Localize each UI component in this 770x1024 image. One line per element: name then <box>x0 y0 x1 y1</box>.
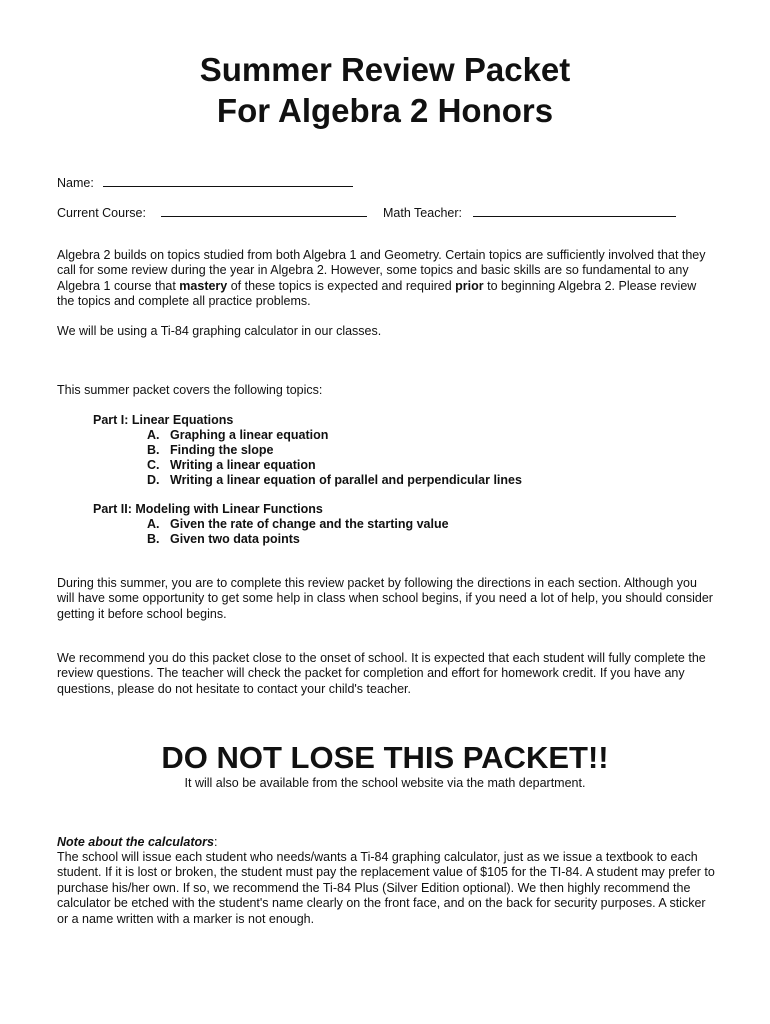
calculator-note-title: Note about the calculators <box>57 835 214 849</box>
mastery-emphasis: mastery <box>179 278 228 293</box>
item-text: Given the rate of change and the starting value <box>170 517 449 531</box>
calculator-note-heading <box>57 835 217 850</box>
part-1-item-d <box>147 473 522 488</box>
calculator-note-colon: : <box>213 835 218 849</box>
warning-subline: It will also be available from the school website via the math department. <box>184 776 586 790</box>
name-field <box>57 175 353 191</box>
intro-paragraph <box>57 248 717 310</box>
item-letter: D. <box>147 473 160 487</box>
intro-text-3: to beginning Algebra 2. Please review the topics and complete all practice problems. <box>57 278 697 309</box>
title-line-1: Summer Review Packet <box>199 51 571 88</box>
item-text: Given two data points <box>170 532 300 546</box>
item-letter: A. <box>147 428 160 442</box>
recommendation-paragraph: We recommend you do this packet close to the onset of school. It is expected that each student will fully complete the review questions. The teacher will check the packet for completion and effort for homework credit. If you have any questions, please do not hesitate to contact your child's teacher. <box>57 651 706 696</box>
teacher-label: Math Teacher: <box>383 206 462 220</box>
item-letter: B. <box>147 443 160 457</box>
part-1-item-a <box>147 428 328 443</box>
intro-text-2: of these topics is expected and required <box>227 278 456 293</box>
course-field <box>57 205 367 221</box>
item-letter: B. <box>147 532 160 546</box>
course-label: Current Course: <box>57 206 146 220</box>
part-1-item-c <box>147 458 316 473</box>
part-1-item-b <box>147 443 273 458</box>
prior-emphasis: prior <box>455 278 484 293</box>
part-1-heading: Part I: Linear Equations <box>93 413 234 427</box>
course-blank <box>161 205 367 217</box>
teacher-blank <box>473 205 676 217</box>
summer-instructions-paragraph: During this summer, you are to complete this review packet by following the directions in each section. Although you will have some opportunity to get some help in class when school begins, if you need a lot of help, you should consider getting it before school begins. <box>57 576 713 621</box>
item-text: Finding the slope <box>170 443 274 457</box>
item-letter: A. <box>147 517 160 531</box>
intro-text-1: Algebra 2 builds on topics studied from both Algebra 1 and Geometry. Certain topics are sufficiently involved that they call for some review during the year in Algebra 2. However, some topics and basic skills are so fundamental to any Algebra 1 course that <box>57 248 706 293</box>
item-text: Writing a linear equation <box>170 458 316 472</box>
part-2-item-b <box>147 532 300 547</box>
part-2-heading: Part II: Modeling with Linear Functions <box>93 502 323 516</box>
name-label: Name: <box>57 176 94 190</box>
topics-intro-paragraph: This summer packet covers the following topics: <box>57 383 323 397</box>
item-text: Writing a linear equation of parallel and perpendicular lines <box>170 473 522 487</box>
item-letter: C. <box>147 458 160 472</box>
title-line-2: For Algebra 2 Honors <box>216 92 554 129</box>
part-2-item-a <box>147 517 449 532</box>
warning-headline: DO NOT LOSE THIS PACKET!! <box>161 740 609 775</box>
calculator-note-paragraph: The school will issue each student who needs/wants a Ti-84 graphing calculator, just as we issue a textbook to each student. If it is lost or broken, the student must pay the replacement value of $105 for the TI-84. A student may prefer to purchase his/her own. If so, we recommend the Ti-84 Plus (Silver Edition optional). We then highly recommend the calculator be etched with the student's name clearly on the front face, and on the back for security purposes. A sticker or a name written with a marker is not enough. <box>57 850 715 926</box>
calculator-usage-paragraph: We will be using a Ti-84 graphing calculator in our classes. <box>57 324 382 338</box>
item-text: Graphing a linear equation <box>170 428 329 442</box>
teacher-field <box>383 205 676 221</box>
name-blank <box>103 175 353 187</box>
